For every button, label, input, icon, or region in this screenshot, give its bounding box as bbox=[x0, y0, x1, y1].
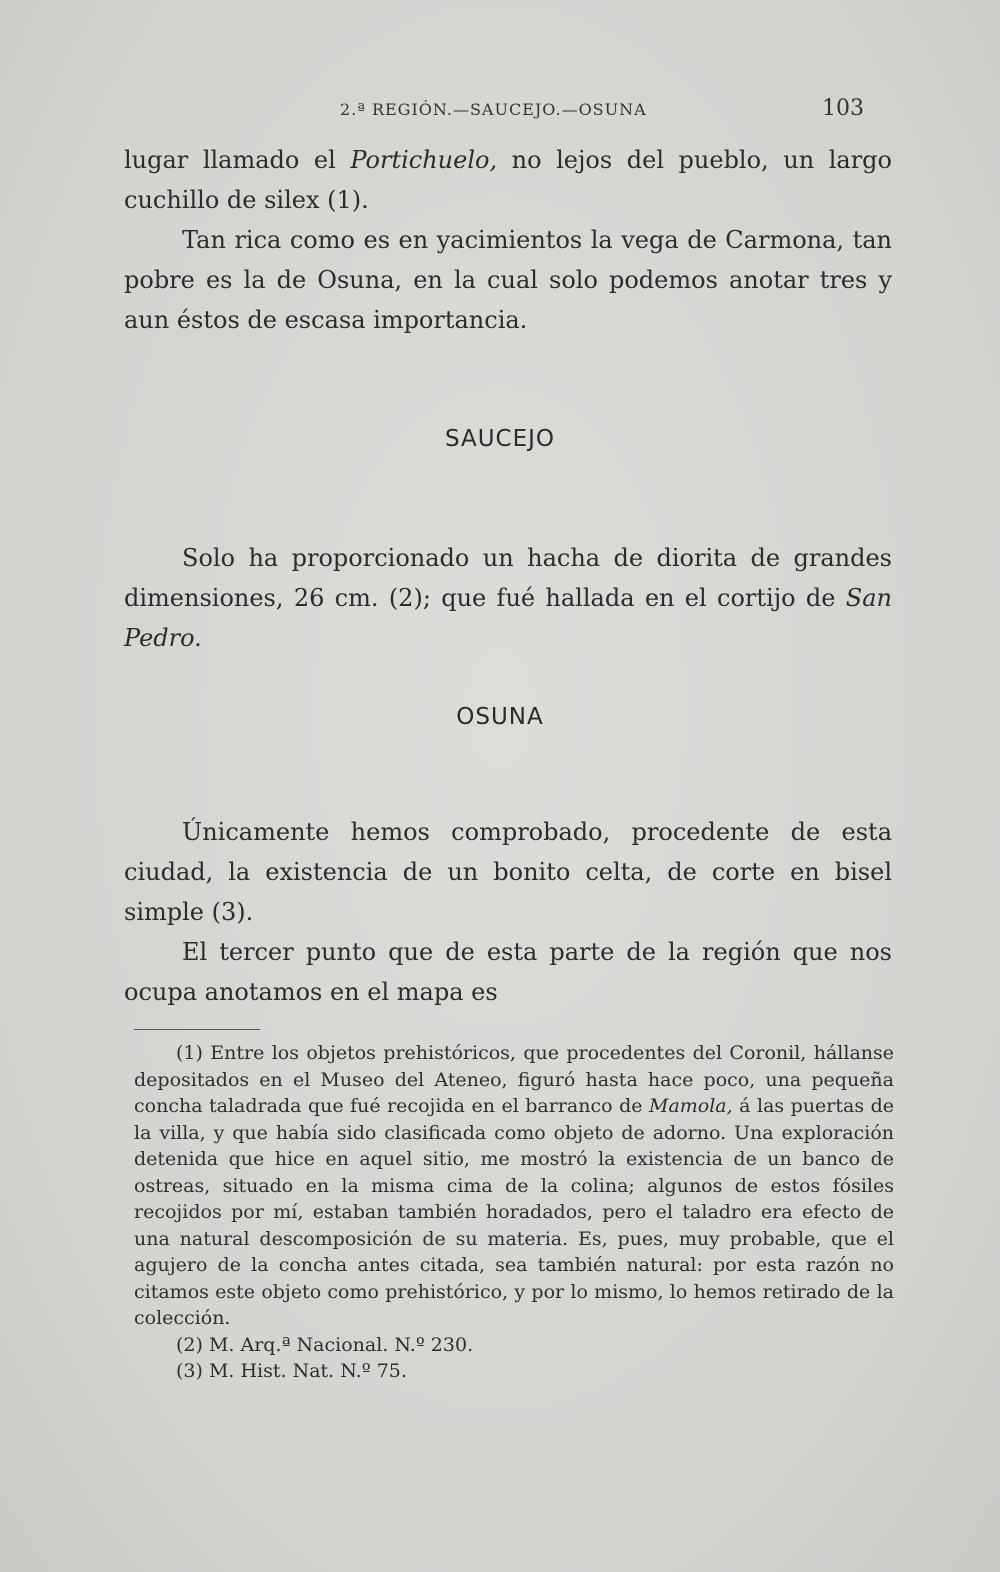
saucejo-section bbox=[124, 538, 892, 658]
footnote-1-text: (1) Entre los objetos prehistóricos, que procedentes del Coronil, hállanse depositados en el Museo del Ateneo, figuró hasta hace poco, una pequeña concha taladrada que fué recojida en el barranco de bbox=[134, 1042, 894, 1117]
heading-osuna: OSUNA bbox=[456, 704, 544, 730]
footnote-1-text-end: á las puertas de la villa, y que había sido clasificada como objeto de adorno. Una exploración detenida que hice en aquel sitio, me mostró la existencia de un banco de ostreas, situado en la misma cima de la colina; algunos de estos fósiles recojidos por mí, estaban también horadados, pero el taladro era efecto de una natural descomposición de su materia. Es, pues, muy probable, que el agujero de la concha antes citada, sea también natural: por esta razón no citamos este objeto como prehistórico, y por lo mismo, lo hemos retirado de la colección. bbox=[134, 1095, 894, 1329]
heading-saucejo: SAUCEJO bbox=[444, 426, 556, 452]
place-name-portichuelo: Portichuelo, bbox=[350, 146, 498, 174]
intro-text: lugar llamado el bbox=[124, 146, 351, 174]
running-title: 2.ª REGIÓN.—SAUCEJO.—OSUNA bbox=[340, 100, 647, 119]
osuna-paragraph-1: Únicamente hemos comprobado, procedente de esta ciudad, la existencia de un bonito celta, de corte en bisel simple (3). bbox=[124, 818, 892, 926]
intro-paragraph-1 bbox=[124, 140, 892, 220]
saucejo-text: Solo ha proporcionado un hacha de diorita de grandes dimensiones, 26 cm. (2); que fué hallada en el cortijo de bbox=[124, 544, 892, 612]
footnote-3: (3) M. Hist. Nat. N.º 75. bbox=[176, 1360, 407, 1382]
osuna-section bbox=[124, 812, 892, 1012]
footnote-1 bbox=[134, 1040, 894, 1332]
saucejo-paragraph bbox=[124, 538, 892, 658]
intro-section bbox=[124, 140, 892, 340]
intro-paragraph-2: Tan rica como es en yacimientos la vega de Carmona, tan pobre es la de Osuna, en la cual solo podemos anotar tres y aun éstos de escasa importancia. bbox=[124, 226, 892, 334]
footnote-2: (2) M. Arq.ª Nacional. N.º 230. bbox=[176, 1333, 474, 1356]
page-number: 103 bbox=[822, 96, 864, 121]
footnote-rule bbox=[134, 1029, 260, 1030]
place-name-mamola: Mamola, bbox=[648, 1095, 733, 1117]
intro-text-end: no lejos del pueblo, un largo cuchillo de silex (1). bbox=[124, 146, 892, 214]
footnotes bbox=[134, 1040, 894, 1385]
place-name-san-pedro: San Pedro. bbox=[124, 584, 892, 652]
osuna-paragraph-2: El tercer punto que de esta parte de la región que nos ocupa anotamos en el mapa es bbox=[124, 938, 892, 1006]
